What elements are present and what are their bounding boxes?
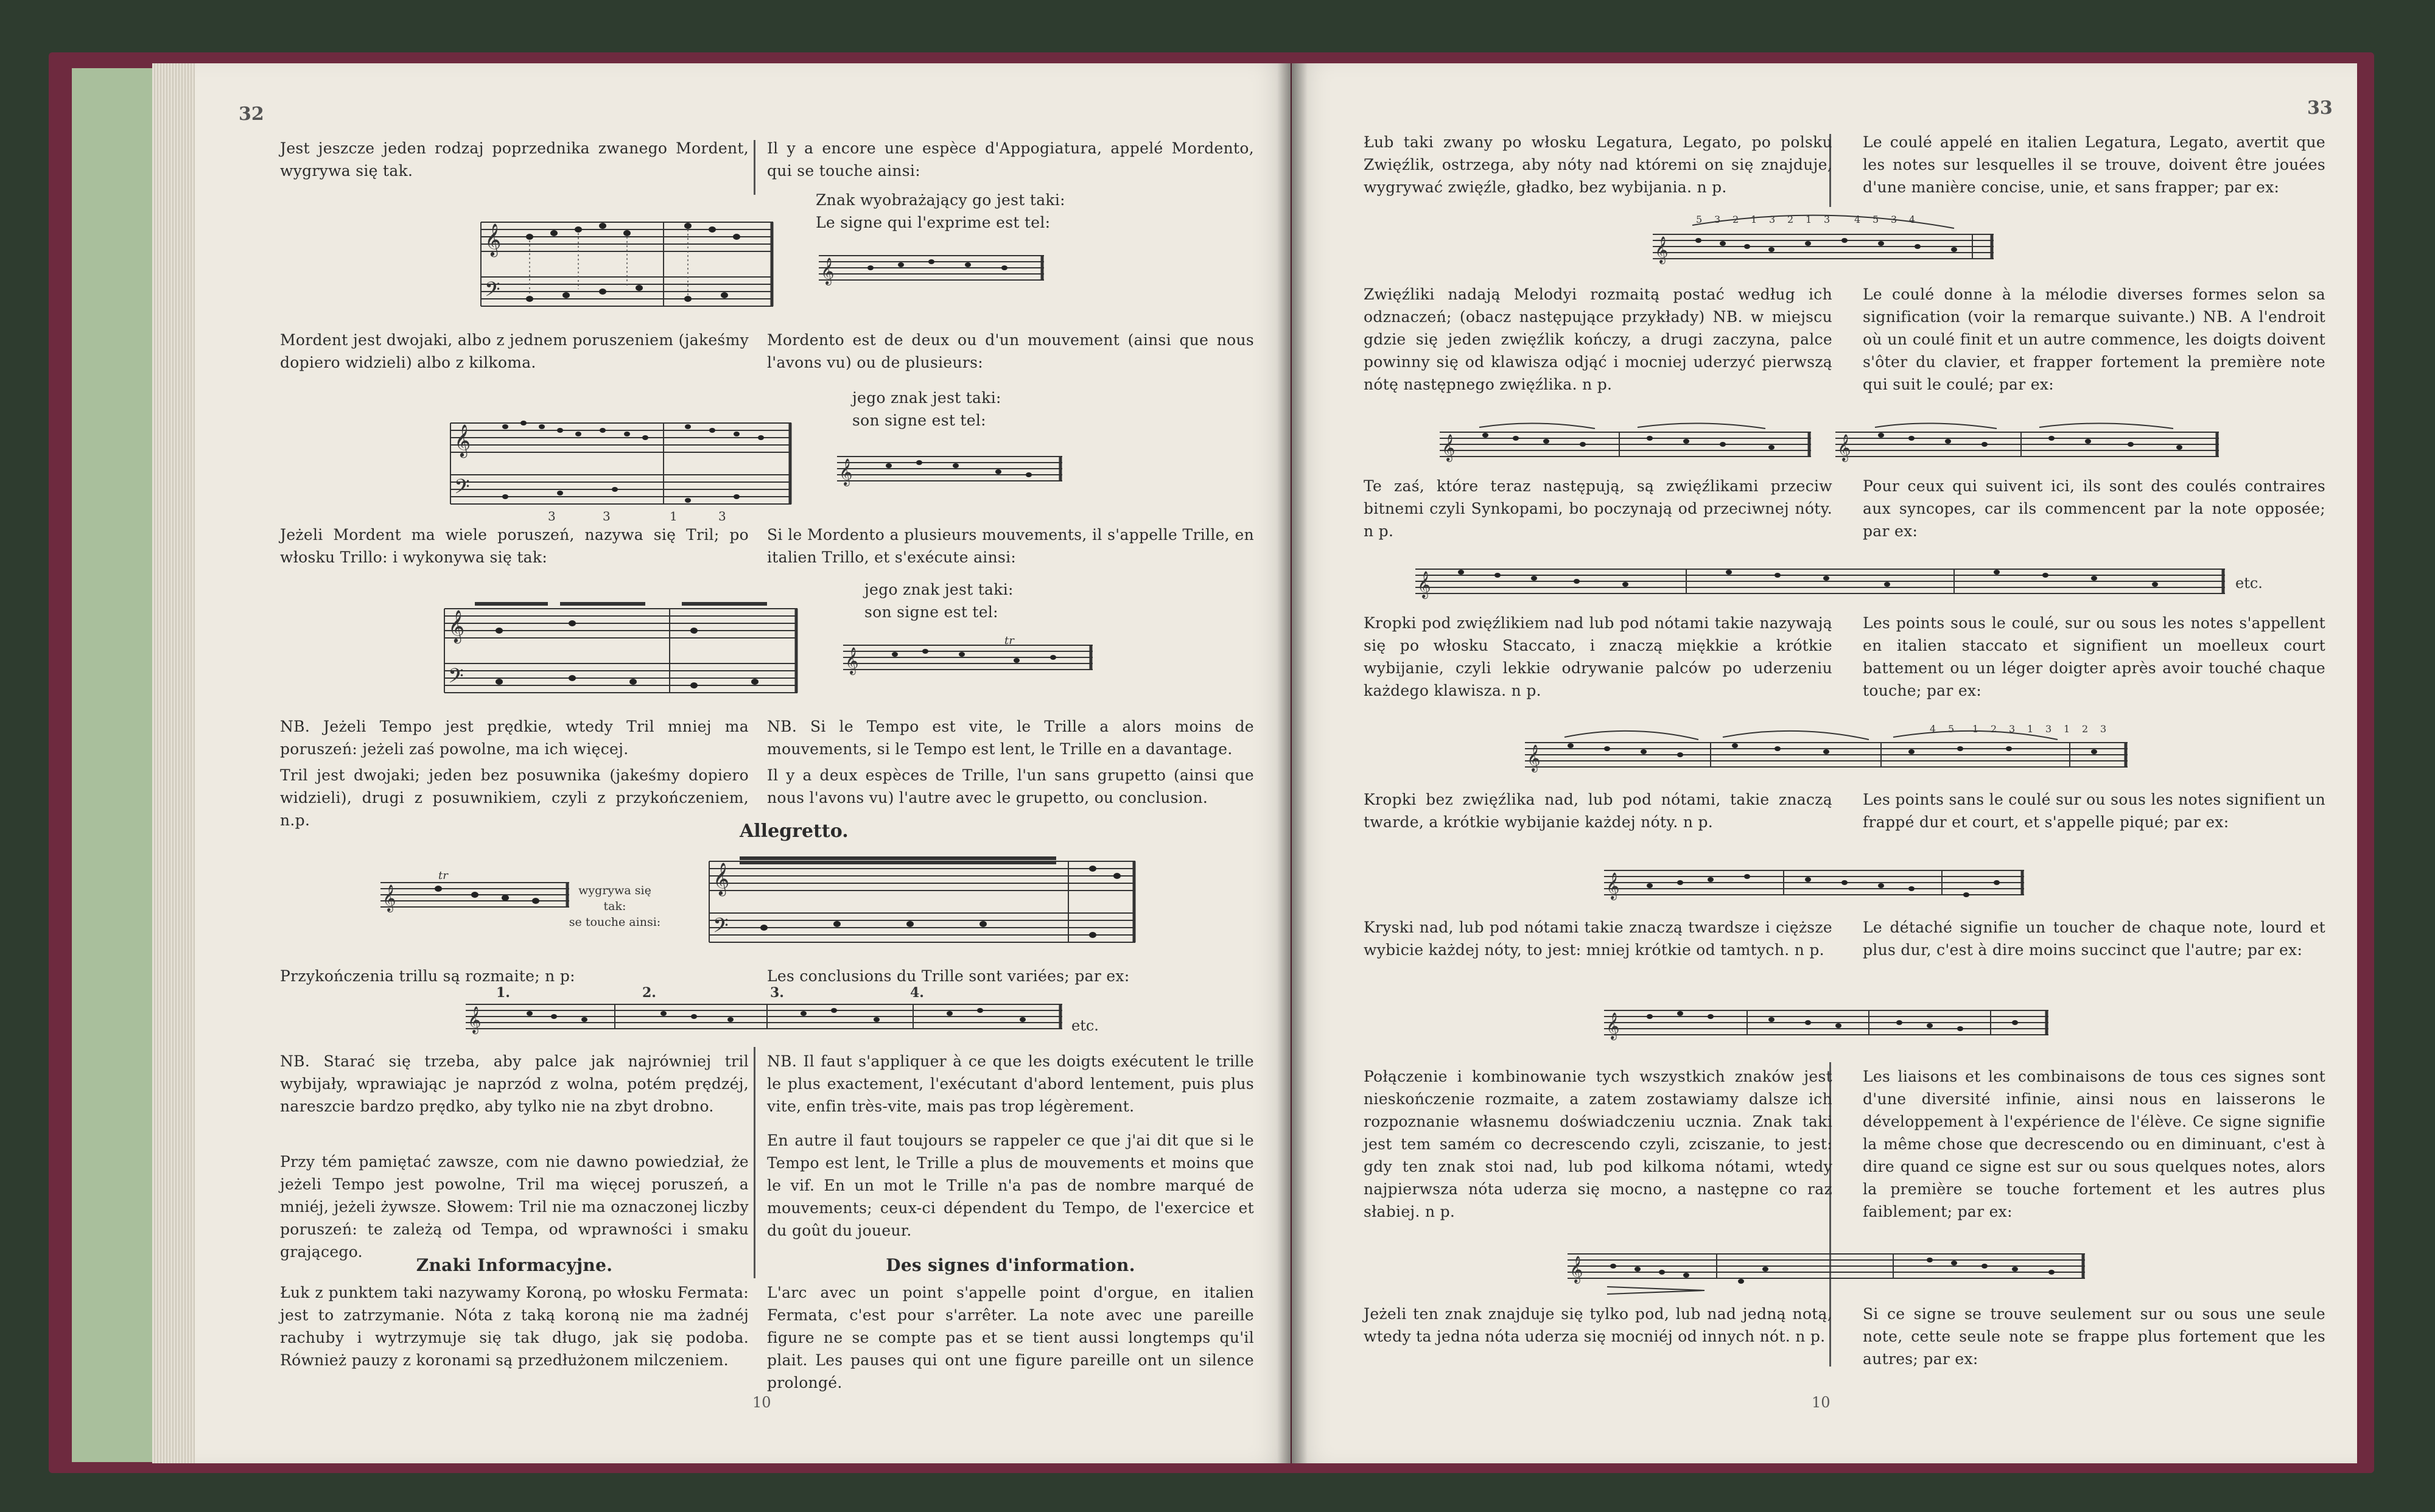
- page-number-right: 33: [2307, 97, 2333, 119]
- text-block: NB. Il faut s'appliquer à ce que les doigts exécutent le trille le plus exactement, l'exécutant d'abord lentement, puis plus vite, enfin très-vite, mais pas trop légèrement.: [767, 1052, 1254, 1115]
- music-example-mordent-sign: [816, 243, 1047, 292]
- text-block: Mordento est de deux ou d'un mouvement (ainsi que nous l'avons vu) ou de plusieurs:: [767, 331, 1254, 371]
- svg-text:3: 3: [548, 509, 556, 523]
- music-example-staccato: [1522, 715, 2131, 782]
- svg-text:𝄞: 𝄞: [1606, 872, 1620, 899]
- music-example-decrescendo: [1564, 1242, 2088, 1297]
- music-example-allegretto-small: [377, 870, 572, 919]
- text-block: Kropki pod zwięźlikiem nad lub pod nótami takie nazywają się po włosku Staccato, i znaczą miękkie a krótkie wybijanie, czyli lekkie odrywanie palców po uderzeniu każdego klawisza. n p.: [1364, 614, 1832, 699]
- text-block: son signe est tel:: [864, 603, 998, 621]
- text-block: Si le Mordento a plusieurs mouvements, il s'appelle Trille, en italien Trillo, et s'exécute ainsi:: [767, 526, 1254, 566]
- text-block: Łuk z punktem taki nazywamy Koroną, po włosku Fermata: jest to zatrzymanie. Nóta z taką koroną nie ma żadnéj rachuby i wytrzymuje się tak długo, jak się podoba. Również pauzy z koronami są przedłużonem milczeniem.: [280, 1284, 749, 1369]
- svg-text:𝄞: 𝄞: [448, 609, 465, 642]
- fingering: 1: [1806, 214, 1812, 225]
- page-edges: [152, 63, 195, 1463]
- section-heading: Znaki Informacyjne.: [416, 1255, 613, 1275]
- fingering: 3: [1891, 214, 1897, 225]
- text-block: Les points sous le coulé, sur ou sous les notes s'appellent en italien staccato et signifient un moelleux court battement ou un léger doigter après avoir touché chaque touche; par ex:: [1863, 614, 2325, 699]
- svg-text:𝄞: 𝄞: [382, 884, 396, 911]
- svg-text:𝄞: 𝄞: [821, 257, 835, 284]
- fingering: 3: [2100, 723, 2107, 735]
- svg-text:tr: tr: [438, 870, 448, 882]
- variant-number: 1.: [496, 985, 510, 1001]
- fingering: 5: [1696, 214, 1703, 225]
- text-block: Zwięźliki nadają Melodyi rozmaitą postać według ich odznaczeń; (obacz następujące przykłady) NB. w miejscu gdzie się jeden zwięźlik kończy, a drugi zaczyna, palce powinny się od klawisza odjąć i mocniej uderzyć pierwszą nótę następnego zwięźlika. n p.: [1364, 285, 1832, 393]
- fingering: 2: [2082, 723, 2089, 735]
- page-footer-right: 10: [1812, 1394, 1831, 1411]
- text-block: Le coulé appelé en italien Legatura, Legato, avertit que les notes sur lesquelles il se trouve, doivent être jouées d'une manière concise, unie, et sans frapper; par ex:: [1863, 133, 2325, 196]
- fingering: 3: [1824, 214, 1831, 225]
- music-example-trill: [438, 590, 804, 712]
- music-example-allegretto: [703, 846, 1141, 956]
- text-block: Le coulé donne à la mélodie diverses formes selon sa signification (voir la remarque suivante.) NB. A l'endroit où un coulé finit et un autre commence, les doigts doivent s'ôter du clavier, et frapper fortement la première note qui suit le coulé; par ex:: [1863, 285, 2325, 393]
- svg-text:𝄞: 𝄞: [1606, 1012, 1620, 1039]
- text-block: jego znak jest taki:: [864, 581, 1014, 598]
- text-block: Jeżeli ten znak znajduje się tylko pod, lub nad jedną notą, wtedy ta jedna nóta uderza się mocniéj od innych nót. n p.: [1364, 1305, 1832, 1345]
- text-block: Il y a encore une espèce d'Appogiatura, appelé Mordento, qui se touche ainsi:: [767, 139, 1254, 180]
- music-example-detache: [1601, 998, 2051, 1047]
- text-block: son signe est tel:: [852, 411, 986, 429]
- music-example-trill-sign: [840, 633, 1096, 682]
- svg-text:𝄞: 𝄞: [1417, 571, 1431, 598]
- music-example-pique: [1601, 858, 2027, 907]
- music-example-legato: [1650, 207, 1997, 274]
- page-footer-left: 10: [752, 1394, 771, 1411]
- music-example-mordent: [475, 204, 779, 326]
- variant-number: 2.: [642, 985, 656, 1001]
- svg-text:𝄞: 𝄞: [1837, 434, 1851, 461]
- music-example-coule-fr: [1832, 420, 2222, 469]
- inline-label: [566, 883, 664, 930]
- variant-number: 3.: [770, 985, 784, 1001]
- svg-text:𝄞: 𝄞: [713, 862, 730, 895]
- text-block: Przykończenia trillu są rozmaite; n p:: [280, 967, 575, 985]
- fingering: 1: [1972, 723, 1979, 735]
- music-example-mordent-sign-2: [834, 444, 1065, 493]
- fingering: 1: [2064, 723, 2070, 735]
- text-block: Tril jest dwojaki; jeden bez posuwnika (jakeśmy dopiero widzieli), drugi z posuwnikiem, czyli z przykończeniem, n.p.: [280, 766, 749, 829]
- text-block: Le détaché signifie un toucher de chaque note, lourd et plus dur, c'est à dire moins succinct que l'autre; par ex:: [1863, 919, 2325, 959]
- svg-text:𝄞: 𝄞: [839, 458, 853, 485]
- text-block: jego znak jest taki:: [852, 389, 1001, 407]
- section-heading: Des signes d'information.: [886, 1255, 1135, 1275]
- fingering: 3: [1714, 214, 1721, 225]
- book-gutter: [1277, 63, 1308, 1463]
- text-block: En autre il faut toujours se rappeler ce que j'ai dit que si le Tempo est lent, le Trille a plus de mouvements et moins que le vif. En un mot le Trille n'a pas de nombre marqué de mouvements; ceux-ci dépendent du Tempo, de l'exercice et du goût du joueur.: [767, 1132, 1254, 1239]
- text-block: Połączenie i kombinowanie tych wszystkich znaków jest nieskończenie rozmaite, a zatem zostawiamy dalsze ich rozpoznanie własnemu doświadczeniu ucznia. Znak taki jest tem samém co decrescendo czyli, zciszanie, to jest: gdy ten znak stoi nad, lub pod kilkoma nótami, wtedy najpierwsza nóta uderza się mocno, a następne co raz słabiej. n p.: [1364, 1068, 1832, 1220]
- svg-text:3: 3: [718, 509, 726, 523]
- text-block: Les liaisons et les combinaisons de tous ces signes sont d'une diversité infinie, ainsi nous en laisserons le développement à l'expérience de l'élève. Ce signe signifie la même chose que decrescendo ou en diminuant, c'est à dire quand ce signe est sur ou sous quelques notes, alors la première se touche fortement et les autres plus faiblement; par ex:: [1863, 1068, 2325, 1220]
- fingering: 4: [1909, 214, 1916, 225]
- etc-label: etc.: [1071, 1017, 1099, 1034]
- text-block: NB. Starać się trzeba, aby palce jak najrówniej tril wybijały, wprawiając je naprzód z wolna, potém prędzéj, nareszcie bardzo prędko, aby tylko nie na zbyt drobno.: [280, 1052, 749, 1115]
- variant-number: 4.: [910, 985, 924, 1001]
- text-block: Kropki bez zwięźlika nad, lub pod nótami, takie znaczą twarde, a krótkie wybijanie każdej nóty. n p.: [1364, 791, 1832, 831]
- svg-text:𝄞: 𝄞: [1655, 236, 1669, 263]
- inline-label-polish: wygrywa się tak:: [578, 884, 651, 913]
- inline-label-french: se touche ainsi:: [569, 915, 661, 929]
- text-block: Le signe qui l'exprime est tel:: [816, 214, 1051, 231]
- etc-label: etc.: [2235, 575, 2263, 592]
- svg-text:𝄞: 𝄞: [454, 424, 471, 457]
- endpaper: [72, 68, 163, 1462]
- svg-text:1: 1: [670, 509, 678, 523]
- fingering: 5: [1948, 723, 1955, 735]
- text-block: Kryski nad, lub pod nótami takie znaczą twardsze i cięższe wybicie każdej nóty, to jest: mniej krótkie od tamtych. n p.: [1364, 919, 1832, 959]
- svg-text:𝄢: 𝄢: [485, 278, 500, 306]
- column-divider: [754, 140, 755, 195]
- text-block: NB. Si le Tempo est vite, le Trille a alors moins de mouvements, si le Tempo est lent, le Trille en a davantage.: [767, 718, 1254, 758]
- svg-text:𝄞: 𝄞: [1569, 1256, 1583, 1283]
- fingering: 3: [2009, 723, 2016, 735]
- music-example-multi-mordent: [444, 405, 797, 527]
- svg-text:𝄞: 𝄞: [1442, 434, 1456, 461]
- fingering: 2: [1991, 723, 1997, 735]
- music-example-trill-conclusions: [463, 986, 1065, 1041]
- fingering: 5: [1873, 214, 1879, 225]
- text-block: Pour ceux qui suivent ici, ils sont des coulés contraires aux syncopes, car ils commencent par la note opposée; par ex:: [1863, 477, 2325, 540]
- text-block: Przy tém pamiętać zawsze, com nie dawno powiedział, że jeżeli Tempo jest powolne, Tril ma więcej poruszeń, a mniéj, jeżeli żywsze. Słowem: Tril nie ma oznaczonej liczby poruszeń: te zależą od Tempa, od wprawności i smaku grającego.: [280, 1153, 749, 1261]
- svg-text:𝄞: 𝄞: [485, 223, 502, 256]
- text-block: Mordent jest dwojaki, albo z jednem poruszeniem (jakeśmy dopiero widzieli) albo z kilkoma.: [280, 331, 749, 371]
- fingering: 1: [1751, 214, 1757, 225]
- svg-text:𝄢: 𝄢: [454, 475, 470, 503]
- fingering: 2: [1787, 214, 1794, 225]
- svg-text:tr: tr: [1004, 634, 1014, 647]
- fingering: 1: [2027, 723, 2034, 735]
- column-divider: [754, 1047, 755, 1278]
- fingering: 4: [1854, 214, 1861, 225]
- svg-text:𝄢: 𝄢: [448, 665, 464, 693]
- svg-text:3: 3: [603, 509, 611, 523]
- fingering: 3: [1769, 214, 1776, 225]
- fingering: 4: [1930, 723, 1936, 735]
- svg-text:𝄞: 𝄞: [468, 1006, 482, 1033]
- text-block: NB. Jeżeli Tempo jest prędkie, wtedy Tril mniej ma poruszeń: jeżeli zaś powolne, ma ich więcej.: [280, 718, 749, 758]
- text-block: Jeżeli Mordent ma wiele poruszeń, nazywa się Tril; po włosku Trillo: i wykonywa się tak:: [280, 526, 749, 566]
- music-example-coule-pl: [1437, 420, 1814, 469]
- tempo-marking: Allegretto.: [740, 821, 849, 842]
- text-block: Znak wyobrażający go jest taki:: [816, 191, 1065, 209]
- text-block: L'arc avec un point s'appelle point d'orgue, en italien Fermata, c'est pour s'arrêter. La note avec une pareille figure ne se compte pas et se tient aussi longtemps qu'il plait. Les pauses qui ont une figure pareille ont un silence prolongé.: [767, 1284, 1254, 1391]
- text-block: Jest jeszcze jeden rodzaj poprzednika zwanego Mordent, wygrywa się tak.: [280, 139, 749, 180]
- text-block: Les conclusions du Trille sont variées; par ex:: [767, 967, 1130, 985]
- text-block: Il y a deux espèces de Trille, l'un sans grupetto (ainsi que nous l'avons vu) l'autre avec le grupetto, ou conclusion.: [767, 766, 1254, 807]
- text-block: Les points sans le coulé sur ou sous les notes signifient un frappé dur et court, et s'appelle piqué; par ex:: [1863, 791, 2325, 831]
- fingering: 2: [1733, 214, 1739, 225]
- svg-text:𝄞: 𝄞: [845, 647, 859, 674]
- text-block: Si ce signe se trouve seulement sur ou sous une seule note, cette seule note se frappe plus fortement que les autres; par ex:: [1863, 1305, 2325, 1368]
- svg-text:𝄞: 𝄞: [1527, 744, 1541, 771]
- music-example-syncope: [1412, 557, 2228, 606]
- page-number-left: 32: [239, 103, 264, 125]
- text-block: Łub taki zwany po włosku Legatura, Legato, po polsku Zwięźlik, ostrzega, aby nóty nad któremi on się znajduje, wygrywać zwięźle, gładko, bez wybijania. n p.: [1364, 133, 1832, 196]
- text-block: Te zaś, które teraz następują, są zwięźlikami przeciw bitnemi czyli Synkopami, bo poczynają od przeciwnej nóty. n p.: [1364, 477, 1832, 540]
- svg-text:𝄢: 𝄢: [713, 914, 729, 942]
- fingering: 3: [2045, 723, 2052, 735]
